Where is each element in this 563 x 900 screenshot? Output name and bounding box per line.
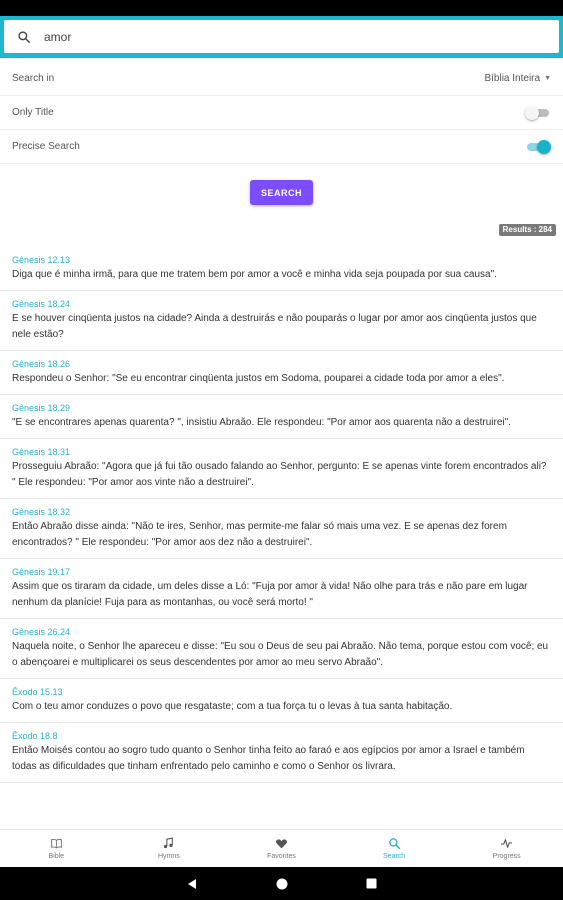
result-reference[interactable]: Êxodo 18.8	[12, 731, 58, 741]
recents-button[interactable]	[327, 878, 417, 889]
search-in-label: Search in	[12, 73, 55, 84]
result-item[interactable]	[0, 619, 563, 679]
result-reference[interactable]: Gênesis 26.24	[12, 627, 71, 637]
search-bar	[0, 16, 563, 58]
result-text: Prosseguiu Abraão: "Agora que já fui tão ousado falando ao Senhor, pergunto: E se apenas vinte forem encontrados ali? " Ele respondeu: "Por amor aos vinte não a destruirei".	[12, 461, 547, 488]
activity-pulse-icon	[500, 837, 513, 850]
result-item[interactable]	[0, 499, 563, 559]
only-title-toggle[interactable]	[525, 105, 551, 121]
toggle-thumb	[537, 140, 551, 154]
nav-hymns[interactable]	[113, 830, 226, 867]
search-icon	[17, 30, 31, 44]
search-in-row	[0, 62, 563, 96]
result-item[interactable]	[0, 395, 563, 439]
result-reference[interactable]: Gênesis 18.26	[12, 359, 71, 369]
precise-search-toggle[interactable]	[525, 139, 551, 155]
result-text: Naquela noite, o Senhor lhe apareceu e disse: "Eu sou o Deus de seu pai Abraão. Não tema, porque estou com você; eu o abençoarei e multiplicarei os seus descendentes por amor ao meu servo Abraão".	[12, 641, 549, 668]
search-button[interactable]: SEARCH	[250, 180, 313, 205]
result-reference[interactable]: Gênesis 19.17	[12, 567, 71, 577]
result-item[interactable]	[0, 559, 563, 619]
only-title-row	[0, 96, 563, 130]
toggle-thumb	[525, 106, 539, 120]
result-reference[interactable]: Êxodo 15.13	[12, 687, 63, 697]
result-reference[interactable]: Gênesis 18.31	[12, 447, 71, 457]
result-text: "E se encontrares apenas quarenta? ", insistiu Abraão. Ele respondeu: "Por amor aos quarenta não a destruirei".	[12, 417, 511, 428]
results-list[interactable]	[0, 247, 563, 829]
nav-favorites[interactable]	[225, 830, 338, 867]
system-navigation-bar	[0, 867, 563, 900]
result-text: E se houver cinqüenta justos na cidade? Ainda a destruirás e não pouparás o lugar por amor aos cinqüenta justos que nele estão?	[12, 313, 537, 340]
result-item[interactable]	[0, 723, 563, 783]
result-item[interactable]	[0, 291, 563, 351]
status-bar	[0, 0, 563, 16]
search-input[interactable]	[44, 30, 524, 44]
only-title-label: Only Title	[12, 107, 54, 118]
result-reference[interactable]: Gênesis 18.24	[12, 299, 71, 309]
results-count-badge: Results : 284	[499, 224, 556, 236]
result-reference[interactable]: Gênesis 12.13	[12, 255, 71, 265]
result-item[interactable]	[0, 679, 563, 723]
bottom-navigation	[0, 829, 563, 867]
open-book-icon	[50, 837, 63, 850]
nav-bible[interactable]	[0, 830, 113, 867]
back-triangle-icon	[186, 878, 198, 890]
recents-square-icon	[366, 878, 377, 889]
result-reference[interactable]: Gênesis 18.29	[12, 403, 71, 413]
result-item[interactable]	[0, 439, 563, 499]
result-text: Então Abraão disse ainda: "Não te ires, Senhor, mas permite-me falar só mais uma vez. E se apenas dez forem encontrados? " Ele respondeu: "Por amor aos dez não a destruirei".	[12, 521, 507, 548]
search-in-dropdown[interactable]	[484, 73, 551, 84]
result-reference[interactable]: Gênesis 18.32	[12, 507, 71, 517]
search-settings	[0, 62, 563, 164]
nav-label: Progress	[492, 853, 521, 860]
result-text: Respondeu o Senhor: "Se eu encontrar cinqüenta justos em Sodoma, pouparei a cidade toda por amor a eles".	[12, 373, 505, 384]
nav-progress[interactable]	[450, 830, 563, 867]
back-button[interactable]	[147, 878, 237, 890]
result-text: Então Moisés contou ao sogro tudo quanto o Senhor tinha feito ao faraó e aos egípcios por amor a Israel e também todas as dificuldades que tinham enfrentado pelo caminho e como o Senhor os livrara.	[12, 745, 525, 772]
precise-search-label: Precise Search	[12, 141, 80, 152]
search-box[interactable]	[4, 20, 559, 53]
chevron-down-icon: ▼	[544, 75, 551, 82]
nav-label: Hymns	[158, 853, 180, 860]
precise-search-row	[0, 130, 563, 164]
nav-label: Favorites	[267, 853, 296, 860]
result-text: Com o teu amor conduzes o povo que resgataste; com a tua força tu o levas à tua santa habitação.	[12, 701, 453, 712]
result-text: Assim que os tiraram da cidade, um deles disse a Ló: "Fuja por amor à vida! Não olhe para trás e não pare em lugar nenhum da planície! Fuja para as montanhas, ou você será morto! "	[12, 581, 528, 608]
nav-search[interactable]	[338, 830, 451, 867]
search-in-value: Bíblia Inteira	[484, 73, 541, 84]
music-note-icon	[162, 837, 175, 850]
home-button[interactable]	[237, 878, 327, 890]
home-circle-icon	[276, 878, 288, 890]
result-item[interactable]	[0, 247, 563, 291]
nav-label: Bible	[48, 853, 65, 860]
result-item[interactable]	[0, 351, 563, 395]
heart-icon	[275, 837, 288, 850]
result-text: Diga que é minha irmã, para que me tratem bem por amor a você e minha vida seja poupada por sua causa".	[12, 269, 497, 280]
search-icon	[388, 837, 401, 850]
nav-label: Search	[382, 853, 406, 860]
